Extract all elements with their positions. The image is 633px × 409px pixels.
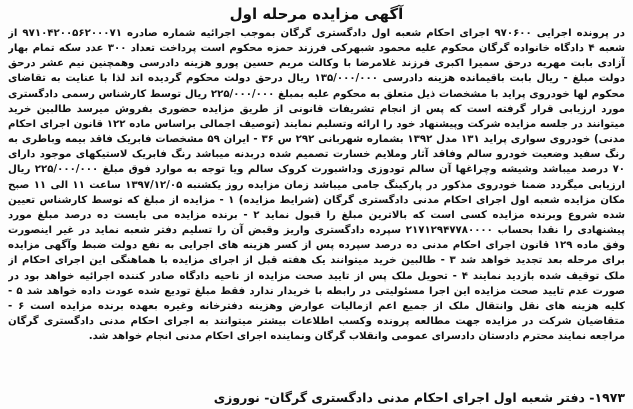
notice-body: [8, 26, 625, 388]
notice-body-text: در پرونده اجرایی ۹۷۰۶۰۰ اجرای احکام شعبه اول دادگستری گرگان بموجب اجرائیه شماره صادره ۹۷۱۰۴۲۰۰۵۶۲۰۰۰۷۱ از شعبه ۴ دادگاه خانواده گرگان محکوم علیه محمود شبهرکی فرزند حمزه محکوم است پرداخت تعداد ۳۰۰ عدد سکه تمام بهار آزادی بابت مهریه درحق سمیرا اکبری فرزند غلامرضا با وکالت مریم حسین پورو هزینه دادرسی وهمچنین نیم عشر درحق دولت مبلغ - ریال بابت باقیمانده هزینه دادرسی ۱۳۵/۰۰۰/۰۰۰ ریال درحق دولت محکوم گردیده اند لذا با عنایت به تقاضای محکوم لها خودروی پراید با مشخصات ذیل متعلق به محکوم علیه بمبلغ ۲۲۵/۰۰۰/۰۰۰ ریال توسط کارشناس رسمی دادگستری مورد ارزیابی قرار گرفته است که پس از انجام تشریفات قانونی از طریق مزایده حضوری بفروش میرسد طالبین خرید میتوانند در جلسه مزایده شرکت وپیشنهاد خود را ارائه وتسلیم نمایند (توصیف اجمالی براساس ماده ۱۲۲ قانون اجرای احکام مدنی) خودروی سواری پراید ۱۳۱ مدل ۱۳۹۲ بشماره شهربانی ۲۹۲ س ۳۶ - ایران ۵۹ مشخصات فابریک فاقد بیمه وباطری به رنگ سفید وضعیت خودرو سالم وفاقد آثار وملایم خسارت تصمیم شده دربدنه میباشد رنگ فابریک لاستیکهای موجود دارای ۷۰ درصد میباشد وشیشه وچراغها آن سالم تودوزی وداشبورت کروک سالم ویا توجه به موارد فوق مبلغ ۲۲۵/۰۰۰/۰۰۰ ریال ارزیابی میگردد ضمنا خودروی مذکور در پارکینگ جامی میباشد زمان مزایده روز یکشنبه ۱۳۹۷/۱۲/۰۵ ساعت ۱۱ الی ۱۱ صبح مکان مزایده شعبه اول اجرای احکام مدنی دادگستری گرگان (شرایط مزایده) ۱ - مزایده از مبلغ که توسط کارشناس تعیین شده شروع وبرنده مزایده کسی است که بالاترین مبلغ را قبول نماید ۲ - برنده مزایده می بایست ده درصد مبلغ مورد پیشنهادی را نقدا بحساب ۲۱۷۱۲۹۴۷۷۸۰۰۰۰ سپرده دادگستری واریز وقبض آن را تسلیم دفتر شعبه نماید در غیر اینصورت وفق ماده ۱۲۹ قانون اجرای احکام مدنی ده درصد سپرده پس از کسر هزینه های اجرایی به نفع دولت ضبط وآگهی مزایده برای مرحله بعد تجدید خواهد شد ۳ - طالبین خرید میتوانند یک هفته قبل از اجرای مزایده با هماهنگی این اجرای احکام از ملک توقیف شده بازدید نمایند ۴ - تحویل ملک پس از تایید صحت مزایده از ناحیه دادگاه صادر کننده اجرائیه خواهد بود در صورت عدم تایید صحت مزایده این اجرا مسئولیتی در رابطه با خریدار ندارد فقط مبلغ تودیع شده عودت داده خواهد شد ۵ - کلیه هزینه های نقل وانتقال ملک از جمیع اعم ازمالیات عوارض وهزینه دفترخانه وغیره بعهده برنده مزایده است ۶ - متقاضیان شرکت در مزایده جهت مطالعه پرونده وکسب اطلاعات بیشتر میتوانند به اجرای احکام مدنی دادگستری گرگان مراجعه نمایند محترم دادستان دادسرای عمومی وانقلاب گرگان ونماینده اجرای احکام مدنی انجام خواهد شد.: [8, 28, 625, 343]
notice-title: آگهی مزایده مرحله اول: [229, 5, 404, 23]
notice-footer: ۱۹۷۳- دفتر شعبه اول اجرای احکام مدنی دادگستری گرگان- نوروزی: [213, 390, 625, 405]
